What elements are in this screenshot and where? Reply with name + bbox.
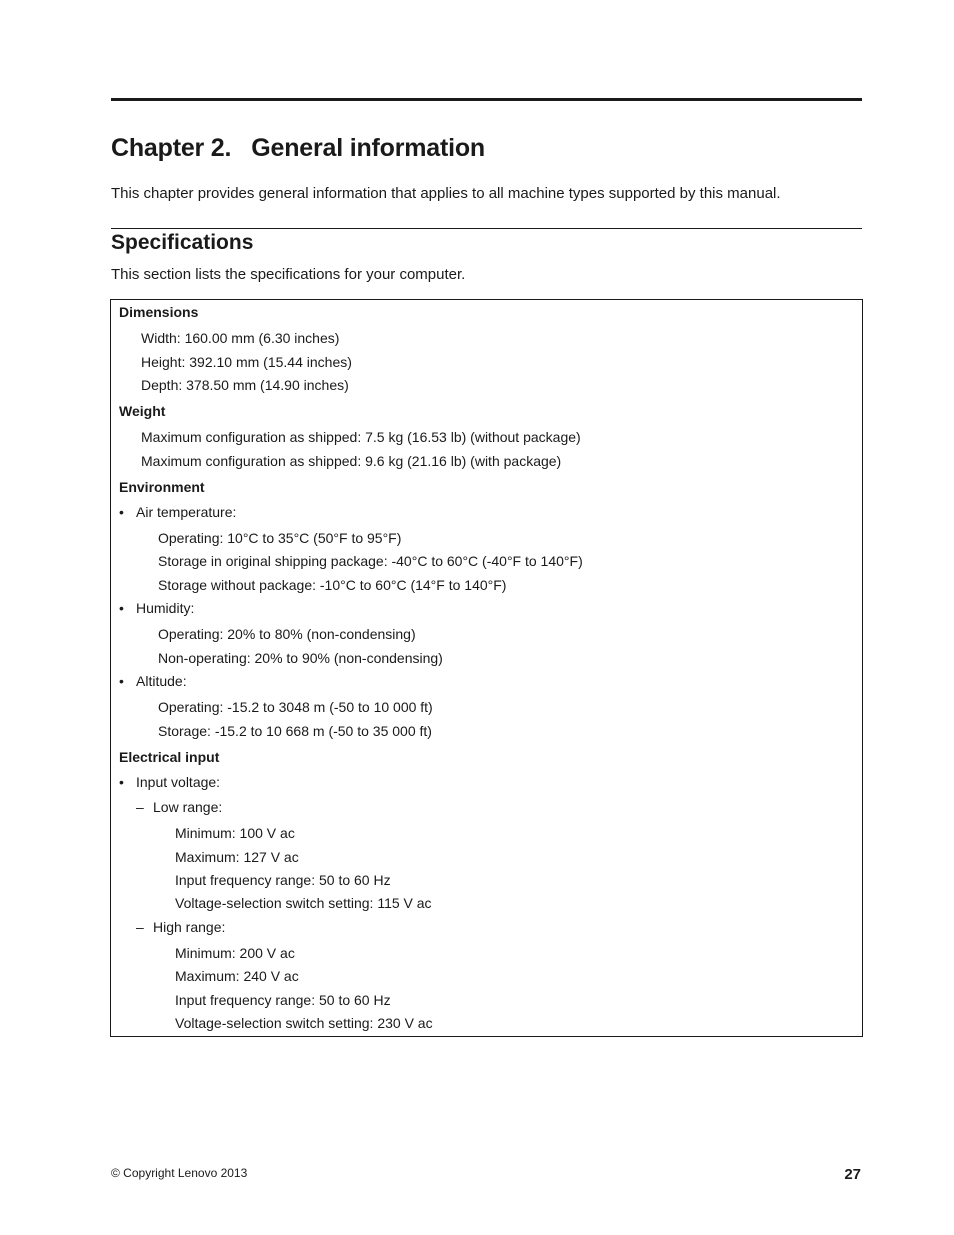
humidity-non-operating: Non-operating: 20% to 90% (non-condensing) <box>158 650 443 666</box>
weight-with-package: Maximum configuration as shipped: 9.6 kg (21.16 lb) (with package) <box>141 453 562 469</box>
high-range-frequency: Input frequency range: 50 to 60 Hz <box>175 992 391 1008</box>
high-range-minimum: Minimum: 200 V ac <box>175 945 295 961</box>
dimensions-width: Width: 160.00 mm (6.30 inches) <box>141 330 340 346</box>
section-title: Specifications <box>111 231 254 254</box>
air-temperature-label: Air temperature: <box>136 504 237 520</box>
dimensions-depth: Depth: 378.50 mm (14.90 inches) <box>141 377 349 393</box>
dimensions-heading: Dimensions <box>119 304 199 320</box>
specifications-table <box>110 299 863 1037</box>
low-range-switch: Voltage-selection switch setting: 115 V ac <box>175 895 432 911</box>
high-range-maximum: Maximum: 240 V ac <box>175 968 299 984</box>
humidity-operating: Operating: 20% to 80% (non-condensing) <box>158 626 416 642</box>
altitude-label: Altitude: <box>136 673 187 689</box>
page-number: 27 <box>844 1166 861 1183</box>
input-voltage-label: Input voltage: <box>136 774 221 790</box>
humidity-label: Humidity: <box>136 600 195 616</box>
bullet-icon: • <box>119 504 124 520</box>
weight-heading: Weight <box>119 403 166 419</box>
section-rule <box>111 228 862 229</box>
high-range-label: High range: <box>153 919 226 935</box>
footer-copyright: © Copyright Lenovo 2013 <box>111 1166 248 1180</box>
low-range-label: Low range: <box>153 799 223 815</box>
altitude-operating: Operating: -15.2 to 3048 m (-50 to 10 000 ft) <box>158 699 433 715</box>
chapter-number: Chapter 2. <box>111 134 232 162</box>
air-temperature-operating: Operating: 10°C to 35°C (50°F to 95°F) <box>158 530 402 546</box>
low-range-frequency: Input frequency range: 50 to 60 Hz <box>175 872 391 888</box>
chapter-intro: This chapter provides general information that applies to all machine types supported by this manual. <box>111 185 781 202</box>
dimensions-height: Height: 392.10 mm (15.44 inches) <box>141 354 352 370</box>
bullet-icon: • <box>119 600 124 616</box>
bullet-icon: • <box>119 673 124 689</box>
environment-heading: Environment <box>119 479 205 495</box>
chapter-name: General information <box>251 134 486 162</box>
altitude-storage: Storage: -15.2 to 10 668 m (-50 to 35 000 ft) <box>158 723 432 739</box>
high-range-switch: Voltage-selection switch setting: 230 V ac <box>175 1015 433 1031</box>
dash-icon: – <box>136 919 144 935</box>
weight-without-package: Maximum configuration as shipped: 7.5 kg (16.53 lb) (without package) <box>141 429 581 445</box>
chapter-title <box>111 134 485 163</box>
low-range-minimum: Minimum: 100 V ac <box>175 825 295 841</box>
bullet-icon: • <box>119 774 124 790</box>
dash-icon: – <box>136 799 144 815</box>
section-description: This section lists the specifications for your computer. <box>111 266 466 283</box>
electrical-heading: Electrical input <box>119 749 220 765</box>
chapter-top-rule <box>111 98 862 101</box>
air-temperature-storage-no-package: Storage without package: -10°C to 60°C (14°F to 140°F) <box>158 577 507 593</box>
low-range-maximum: Maximum: 127 V ac <box>175 849 299 865</box>
air-temperature-storage-shipping: Storage in original shipping package: -40°C to 60°C (-40°F to 140°F) <box>158 553 583 569</box>
